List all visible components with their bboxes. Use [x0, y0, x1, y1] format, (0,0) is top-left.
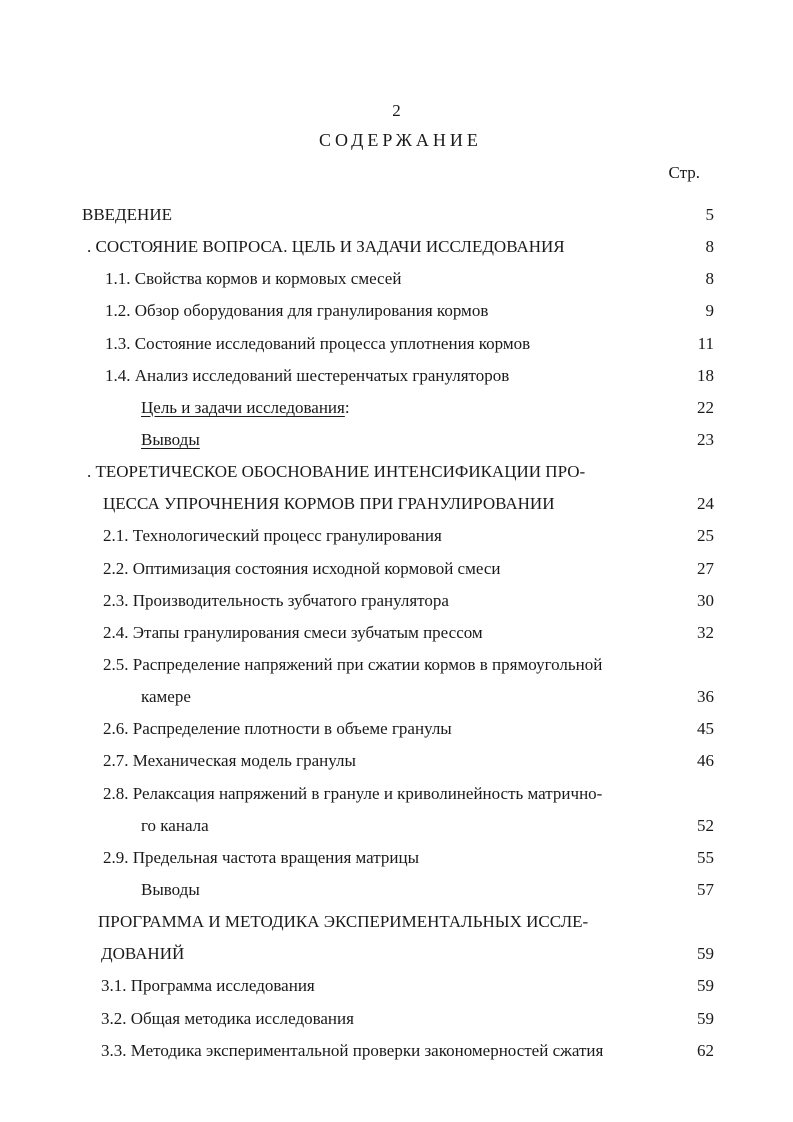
toc-entry-title: 2.6. Распределение плотности в объеме гранулы	[103, 719, 452, 738]
toc-entry-page: 18	[697, 366, 714, 385]
toc-entry-page: 5	[705, 205, 714, 224]
toc-entry-page: 8	[705, 237, 714, 256]
toc-entry-title: ДОВАНИЙ	[101, 944, 185, 963]
toc-entry-title: 1.2. Обзор оборудования для гранулирования кормов	[105, 301, 489, 320]
toc-entry[interactable]	[0, 816, 793, 842]
toc-entry[interactable]	[0, 1041, 793, 1067]
toc-entry-page: 11	[697, 334, 714, 353]
toc-entry[interactable]	[0, 237, 793, 263]
toc-entry-title: 2.8. Релаксация напряжений в грануле и криволинейность матрично-	[103, 784, 603, 803]
toc-entry-page: 45	[697, 719, 714, 738]
toc-entry-title: Выводы	[141, 430, 200, 449]
toc-entry-page: 59	[697, 1009, 714, 1028]
toc-entry-page: 30	[697, 591, 714, 610]
toc-entry[interactable]	[0, 526, 793, 552]
toc-entry-page: 9	[705, 301, 714, 320]
toc-entry[interactable]	[0, 655, 793, 681]
toc-entry-title: 2.7. Механическая модель гранулы	[103, 751, 356, 770]
toc-entry[interactable]	[0, 944, 793, 970]
toc-entry[interactable]	[0, 494, 793, 520]
toc-entry-title: 2.2. Оптимизация состояния исходной кормовой смеси	[103, 559, 501, 578]
toc-entry-title: ЦЕССА УПРОЧНЕНИЯ КОРМОВ ПРИ ГРАНУЛИРОВАНИИ	[103, 494, 555, 513]
toc-entry-title: Цель и задачи исследования:	[141, 398, 350, 417]
toc-entry[interactable]	[0, 205, 793, 231]
toc-entry-page: 27	[697, 559, 714, 578]
toc-entry[interactable]	[0, 462, 793, 488]
toc-entry-title: 2.4. Этапы гранулирования смеси зубчатым прессом	[103, 623, 483, 642]
page-column-label: Стр.	[668, 163, 700, 182]
toc-entry[interactable]	[0, 912, 793, 938]
toc-entry-title: Выводы	[141, 880, 200, 899]
toc-entry-page: 52	[697, 816, 714, 835]
toc-entry-page: 55	[697, 848, 714, 867]
page-number: 2	[392, 101, 401, 120]
toc-entry[interactable]	[0, 559, 793, 585]
toc-entry[interactable]	[0, 1009, 793, 1035]
toc-entry[interactable]	[0, 398, 793, 424]
toc-entry-title: 1.4. Анализ исследований шестеренчатых грануляторов	[105, 366, 510, 385]
toc-entry-title: камере	[141, 687, 191, 706]
toc-entry[interactable]	[0, 591, 793, 617]
toc-entry-title: 3.3. Методика экспериментальной проверки закономерностей сжатия	[101, 1041, 604, 1060]
toc-entry-page: 36	[697, 687, 714, 706]
toc-entry-page: 62	[697, 1041, 714, 1060]
toc-entry-title: ПРОГРАММА И МЕТОДИКА ЭКСПЕРИМЕНТАЛЬНЫХ ИССЛЕ-	[98, 912, 589, 931]
toc-entry-page: 57	[697, 880, 714, 899]
toc-entry[interactable]	[0, 430, 793, 456]
toc-entry[interactable]	[0, 848, 793, 874]
toc-entry-page: 59	[697, 976, 714, 995]
toc-entry-title: . ТЕОРЕТИЧЕСКОЕ ОБОСНОВАНИЕ ИНТЕНСИФИКАЦИИ ПРО-	[87, 462, 586, 481]
toc-entry-title: 3.1. Программа исследования	[101, 976, 315, 995]
toc-entry-page: 8	[705, 269, 714, 288]
toc-entry[interactable]	[0, 623, 793, 649]
toc-entry-title: 1.3. Состояние исследований процесса уплотнения кормов	[105, 334, 531, 353]
toc-entry-page: 32	[697, 623, 714, 642]
toc-entry-title: 1.1. Свойства кормов и кормовых смесей	[105, 269, 402, 288]
toc-entry-page: 46	[697, 751, 714, 770]
toc-entry-title: 2.1. Технологический процесс гранулирования	[103, 526, 442, 545]
toc-entry[interactable]	[0, 366, 793, 392]
toc-entry-page: 25	[697, 526, 714, 545]
toc-entry[interactable]	[0, 687, 793, 713]
toc-entry[interactable]	[0, 301, 793, 327]
toc-entry-title: го канала	[141, 816, 209, 835]
toc-entry-title: 2.9. Предельная частота вращения матрицы	[103, 848, 420, 867]
toc-entry[interactable]	[0, 719, 793, 745]
toc-entry[interactable]	[0, 784, 793, 810]
toc-entry[interactable]	[0, 751, 793, 777]
toc-entry-page: 59	[697, 944, 714, 963]
toc-entry-page: 23	[697, 430, 714, 449]
toc-entry-title: 3.2. Общая методика исследования	[101, 1009, 354, 1028]
toc-entry-title: 2.3. Производительность зубчатого гранулятора	[103, 591, 449, 610]
toc-entry[interactable]	[0, 334, 793, 360]
toc-entry-title: 2.5. Распределение напряжений при сжатии кормов в прямоугольной	[103, 655, 603, 674]
toc-entry-title: ВВЕДЕНИЕ	[82, 205, 172, 224]
toc-entry[interactable]	[0, 269, 793, 295]
toc-entry-page: 22	[697, 398, 714, 417]
toc-entry-page: 24	[697, 494, 714, 513]
toc-entry[interactable]	[0, 880, 793, 906]
toc-entry[interactable]	[0, 976, 793, 1002]
document-title: СОДЕРЖАНИЕ	[319, 130, 482, 150]
toc-entry-title: . СОСТОЯНИЕ ВОПРОСА. ЦЕЛЬ И ЗАДАЧИ ИССЛЕДОВАНИЯ	[87, 237, 565, 256]
